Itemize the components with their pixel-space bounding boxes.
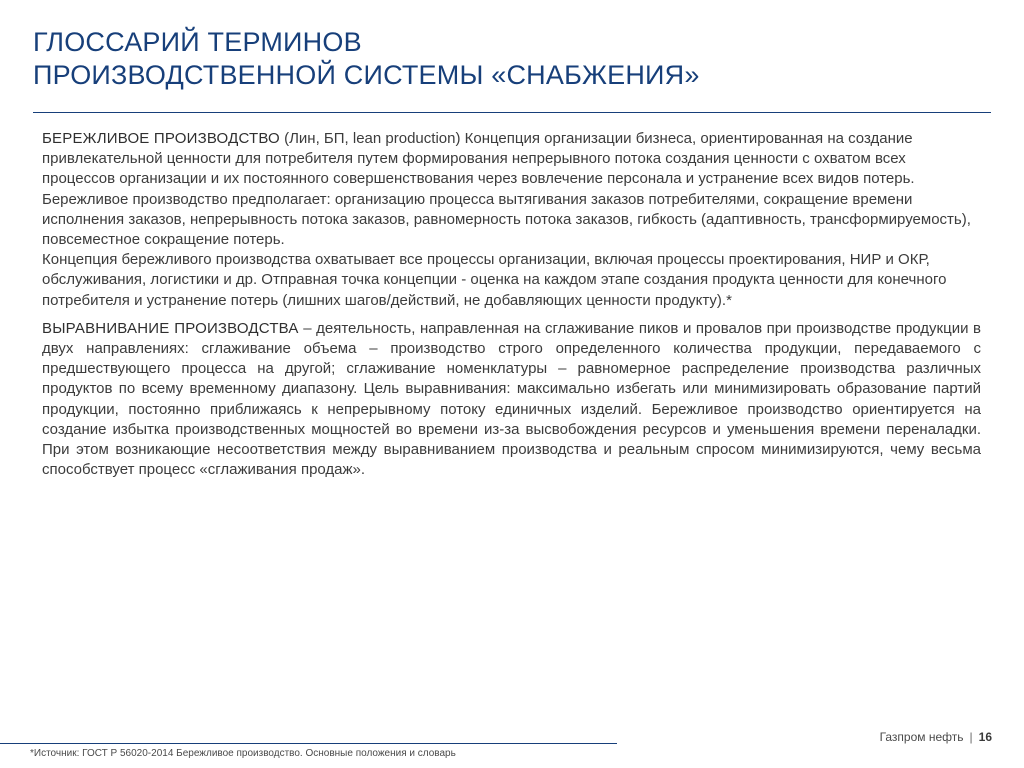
page-number: 16 — [978, 730, 992, 744]
slide-title-line-2: ПРОИЗВОДСТВЕННОЙ СИСТЕМЫ «СНАБЖЕНИЯ» — [33, 60, 700, 90]
definition-production-leveling — [42, 319, 981, 481]
term-label: ВЫРАВНИВАНИЕ ПРОИЗВОДСТВА — [42, 319, 299, 337]
definition-lean-production — [42, 129, 981, 311]
source-footnote: *Источник: ГОСТ Р 56020-2014 Бережливое производство. Основные положения и словарь — [30, 748, 456, 759]
title-divider — [33, 112, 991, 113]
slide-title — [33, 26, 933, 92]
term-label: БЕРЕЖЛИВОЕ ПРОИЗВОДСТВО — [42, 130, 280, 147]
glossary-body — [42, 129, 981, 480]
footer-brand — [880, 729, 992, 745]
footer-divider — [0, 743, 617, 744]
definition-text: (Лин, БП, lean production) Концепция организации бизнеса, ориентированная на создание привлекательной ценности для потребителя путем формирования непрерывного потока создания ценности с охватом всех процессов организации и их постоянного совершенствования через вовлечение персонала и устранение всех видов потерь. Бережливое производство предполагает: организацию процесса вытягивания заказов потребителями, сокращение времени исполнения заказов, непрерывность потока заказов, равномерность потока заказов, гибкость (адаптивность, трансформируемость), повсеместное сокращение потерь. — [42, 130, 971, 249]
company-name: Газпром нефть — [879, 730, 964, 744]
footer-separator: | — [969, 730, 973, 744]
definition-text: – деятельность, направленная на сглаживание пиков и провалов при производстве продукции в двух направлениях: сглаживание объема – производство строго определенного количества продукции, передаваемого с предшествующего процесса на другой; сглаживание номенклатуры – равномерное распределение производства различных продуктов по всему временному диапазону. Цель выравнивания: максимально избегать или минимизировать образование партий продукции, постоянно приближаясь к непрерывному потоку единичных изделий. Бережливое производство ориентируется на создание избытка производственных мощностей во времени из-за высвобождения ресурсов и уменьшения времени переналадки. При этом возникающие несоответствия между выравниванием производства и реальным спросом минимизируются, чему весьма способствует процесс «сглаживания продаж». — [42, 319, 982, 479]
slide-title-line-1: ГЛОССАРИЙ ТЕРМИНОВ — [33, 27, 362, 57]
definition-text-continued: Концепция бережливого производства охватывает все процессы организации, включая процессы проектирования, НИР и ОКР, обслуживания, логистики и др. Отправная точка концепции - оценка на каждом этапе создания продукта ценности для конечного потребителя и устранение потерь (лишних шагов/действий, не добавляющих ценности продукту).* — [42, 251, 947, 309]
